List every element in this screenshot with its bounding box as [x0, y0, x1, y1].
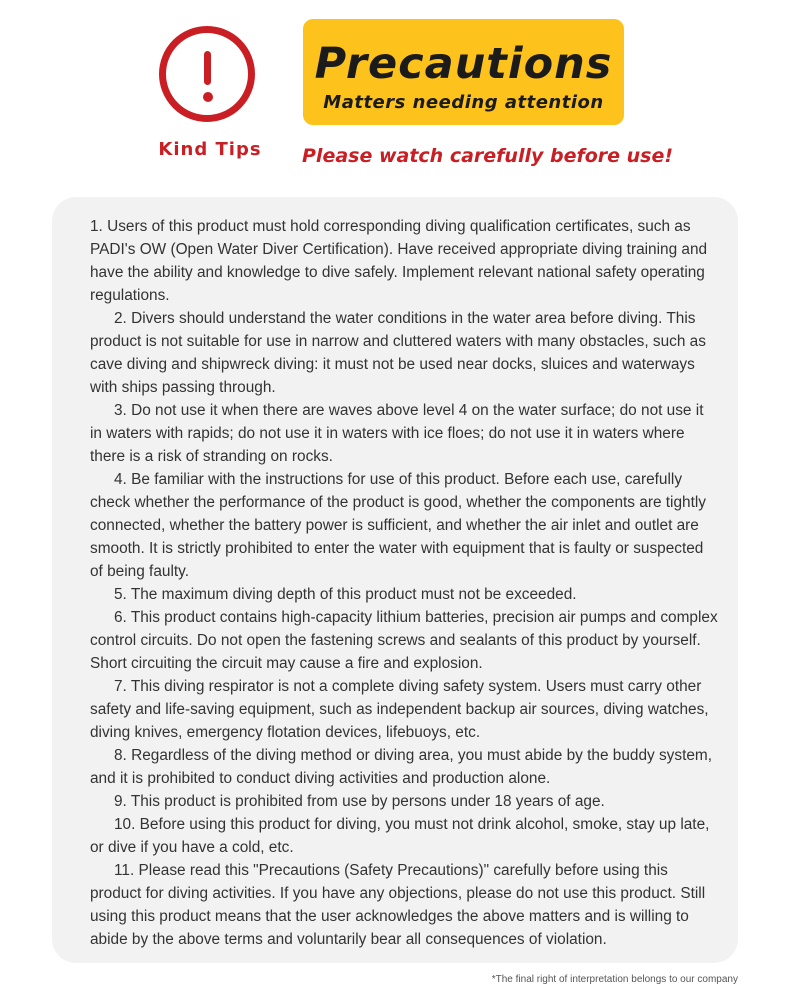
exclamation-bar	[204, 51, 211, 85]
precaution-item: 6. This product contains high-capacity lithium batteries, precision air pumps and complex control circuits. Do not open the fastening screws and sealants of this product by yourself. Short circuiting the circuit may cause a fire and explosion.	[90, 609, 718, 672]
precaution-item: 9. This product is prohibited from use by persons under 18 years of age.	[114, 793, 605, 810]
warning-headline: Please watch carefully before use!	[302, 145, 674, 167]
precaution-item: 1. Users of this product must hold corresponding diving qualification certificates, such as PADI's OW (Open Water Diver Certification). Have received appropriate diving training and have the ability and knowledge to dive safely. Implement relevant national safety operating regulations.	[90, 218, 708, 304]
precaution-item: 7. This diving respirator is not a complete diving safety system. Users must carry other safety and life-saving equipment, such as independent backup air sources, diving watches, diving knives, emergency flotation devices, lifebuoys, etc.	[90, 678, 709, 741]
exclamation-circle-icon	[159, 26, 255, 122]
precaution-item: 5. The maximum diving depth of this product must not be exceeded.	[114, 586, 577, 603]
precaution-item: 11. Please read this "Precautions (Safety Precautions)" carefully before using this product for diving activities. If you have any objections, please do not use this product. Still using this product means that the user acknowledges the above matters and is willing to abide by the above terms and voluntarily bear all consequences of violation.	[90, 862, 706, 948]
banner-subtitle: Matters needing attention	[323, 92, 604, 113]
kind-tips-label: Kind Tips	[158, 139, 262, 160]
precautions-banner	[303, 19, 624, 125]
footnote: *The final right of interpretation belongs to our company	[491, 974, 738, 985]
precaution-item: 8. Regardless of the diving method or diving area, you must abide by the buddy system, and it is prohibited to conduct diving activities and production alone.	[90, 747, 713, 787]
precaution-item: 4. Be familiar with the instructions for use of this product. Before each use, carefully check whether the performance of the product is good, whether the components are tightly connected, whether the battery power is sufficient, and whether the air inlet and outlet are smooth. It is strictly prohibited to enter the water with equipment that is faulty or suspected of being faulty.	[90, 471, 706, 580]
banner-title: Precautions	[314, 39, 613, 89]
precautions-panel	[52, 197, 738, 963]
precautions-list	[90, 215, 718, 951]
precaution-item: 10. Before using this product for diving, you must not drink alcohol, smoke, stay up late, or dive if you have a cold, etc.	[90, 816, 710, 856]
precaution-item: 3. Do not use it when there are waves above level 4 on the water surface; do not use it in waters with rapids; do not use it in waters with ice floes; do not use it in waters where there is a risk of stranding on rocks.	[90, 402, 704, 465]
exclamation-dot	[203, 92, 213, 102]
precaution-item: 2. Divers should understand the water conditions in the water area before diving. This product is not suitable for use in narrow and cluttered waters with many obstacles, such as cave diving and shipwreck diving: it must not be used near docks, sluices and waterways with ships passing through.	[90, 310, 706, 396]
